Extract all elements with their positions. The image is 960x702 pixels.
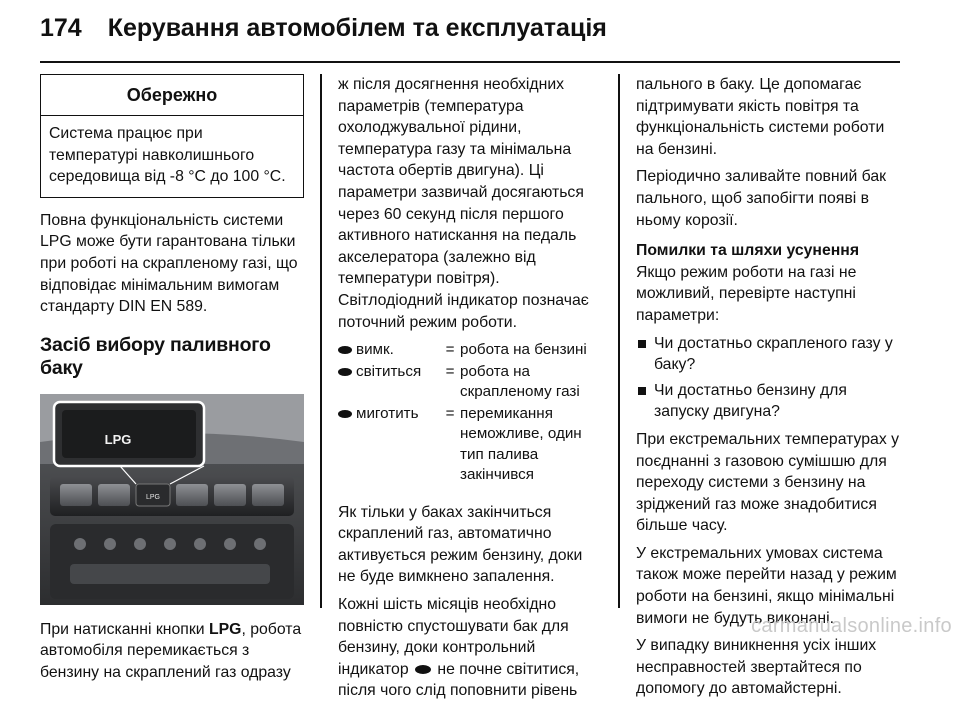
col3-paragraph-3: Якщо режим роботи на газі не можливий, перевірте наступні параметри: xyxy=(636,263,857,324)
indicator-description: робота на скрапленому газі xyxy=(460,362,580,401)
page-number: 174 xyxy=(40,14,82,42)
col1-paragraph-2-pre: При натисканні кнопки xyxy=(40,620,209,638)
indicator-row xyxy=(338,340,602,361)
bullet-text: Чи достатньо скрапленого газу у баку? xyxy=(654,334,893,374)
col2-paragraph-4-post: не почне світитися, після чого слід поповнити рівень xyxy=(338,660,580,700)
led-indicator-icon xyxy=(338,410,352,418)
bullet-square-icon xyxy=(636,380,652,423)
indicator-description: робота на бензині xyxy=(460,341,587,359)
indicator-equals: = xyxy=(445,341,455,359)
col3-paragraph-2: Періодично заливайте повний бак пального, щоб запобігти появі в ньому корозії. xyxy=(636,168,887,229)
col2-paragraph-1: ж після досягнення необхідних параметрів (температура охолоджувальної рідини, температура газу та мінімальна частота обертів двигуна). Ці параметри зазвичай досягаються через 60 секунд після першого активного натискання на педаль акселератора (залежно від температури повітря). xyxy=(338,76,584,288)
indicator-state: світиться xyxy=(356,362,422,380)
lpg-button-label: LPG xyxy=(145,493,161,501)
column-separator-1 xyxy=(320,74,322,608)
col1-paragraph-2 xyxy=(40,619,304,684)
bullet-item xyxy=(636,333,902,376)
indicator-row xyxy=(338,362,602,403)
col3-paragraph-4: При екстремальних температурах у поєднанні з газовою сумішшю для переходу системи з бензину на зріджений газ може знадобитися більше часу. xyxy=(636,430,900,535)
bullet-item xyxy=(636,380,902,423)
col3-paragraph-1: пального в баку. Це допомагає підтримувати якість повітря та функціональність системи роботи на бензині. xyxy=(636,76,885,158)
column-3 xyxy=(636,74,902,700)
col3-paragraph-5: У екстремальних умовах система також може перейти назад у режим роботи на бензині, якщо мінімальні вимоги не будуть виконані. xyxy=(636,544,897,627)
col2-paragraph-2: Світлодіодний індикатор позначає поточний режим роботи. xyxy=(338,291,589,331)
col2-paragraph-4 xyxy=(338,594,602,702)
bullet-text: Чи достатньо бензину для запуску двигуна? xyxy=(654,381,847,421)
indicator-row xyxy=(338,404,602,486)
indicator-table xyxy=(338,340,602,486)
watermark: carmanualsonline.info xyxy=(751,615,952,637)
column-2 xyxy=(338,74,602,702)
lpg-keyword: LPG xyxy=(208,620,242,638)
led-indicator-icon xyxy=(338,368,352,376)
col2-paragraph-3: Як тільки у баках закінчиться скраплений газ, автоматично активується режим бензину, доки не буде вимкнено запалення. xyxy=(338,503,583,586)
col2-paragraph-4-pre: Кожні шість місяців необхідно повністю спустошувати бак для бензину, доки контрольний індикатор xyxy=(338,596,569,678)
column-1 xyxy=(40,74,304,684)
caution-box xyxy=(40,74,304,198)
col3-paragraph-6: У випадку виникнення усіх інших несправностей звертайтеся по допомогу до автомайстерні. xyxy=(636,637,877,698)
page-header xyxy=(40,14,920,54)
lpg-button-zoom-label: LPG xyxy=(104,431,132,447)
led-indicator-icon xyxy=(415,665,431,674)
indicator-description: перемикання неможливе, один тип палива закінчився xyxy=(460,404,582,484)
col1-paragraph-1: Повна функціональність системи LPG може бути гарантована тільки при роботі на скрапленому газі, що відповідає мінімальним вимогам стандарту DIN EN 589. xyxy=(40,211,298,316)
indicator-equals: = xyxy=(445,404,455,422)
indicator-equals: = xyxy=(445,362,455,380)
column-separator-2 xyxy=(618,74,620,608)
led-indicator-icon xyxy=(338,346,352,354)
col1-paragraph-2-post: , робота автомобіля перемикається з бензину на скраплений газ одразу xyxy=(40,620,302,681)
troubleshooting-heading: Помилки та шляхи усунення xyxy=(636,242,860,260)
header-rule xyxy=(40,61,900,63)
indicator-state: миготить xyxy=(356,404,419,422)
lpg-button-photo xyxy=(40,394,304,605)
caution-title: Обережно xyxy=(41,75,303,116)
section-heading: Засіб вибору паливного баку xyxy=(40,333,271,379)
indicator-state: вимк. xyxy=(356,341,394,359)
caution-text: Система працює при температурі навколишнього середовища від -8 °C до 100 °C. xyxy=(49,125,286,186)
bullet-square-icon xyxy=(636,333,652,376)
page-title: Керування автомобілем та експлуатація xyxy=(107,14,607,42)
